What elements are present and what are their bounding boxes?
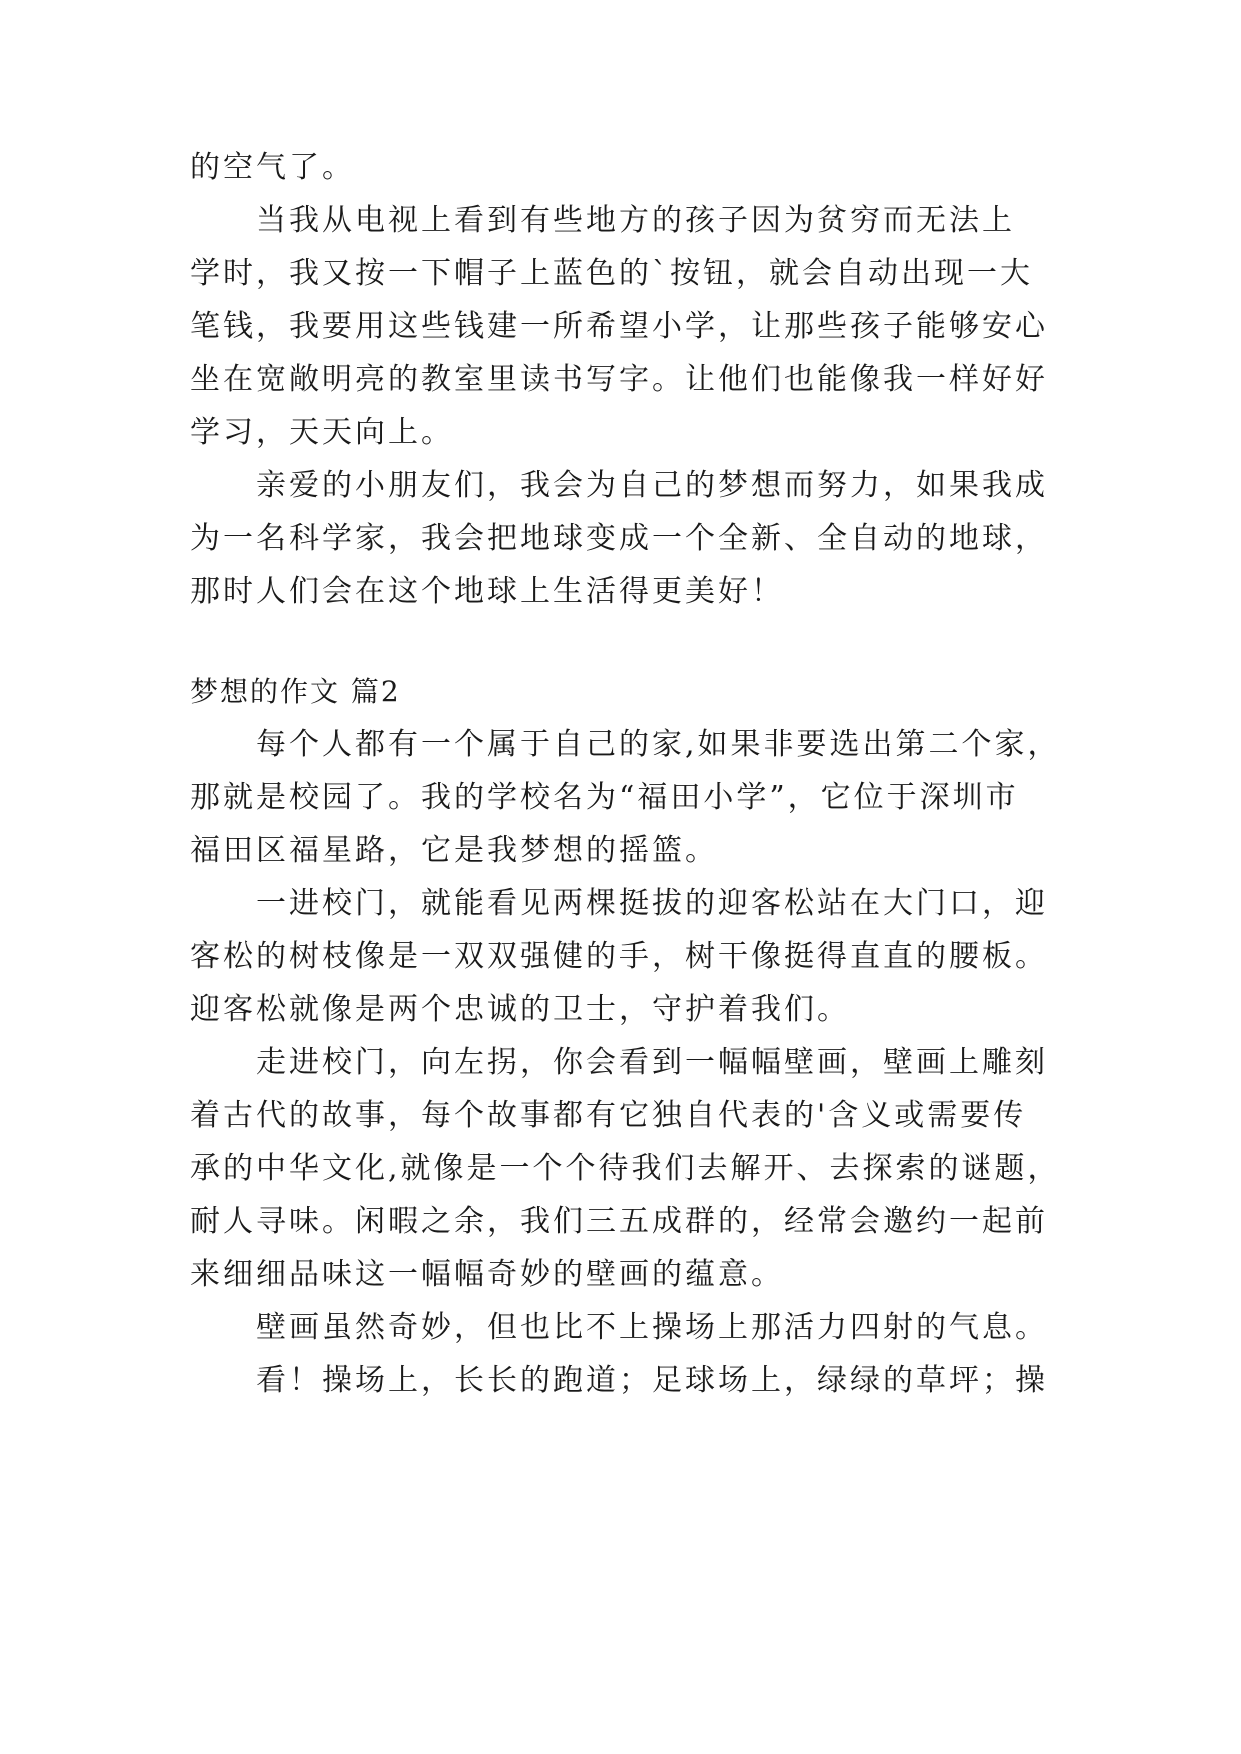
paragraph-first-line: 每个人都有一个属于自己的家,如果非要选出第二个家， (256, 727, 1061, 762)
text-line: 的空气了。 (190, 150, 355, 185)
text-line: 承的中华文化,就像是一个个待我们去解开、去探索的谜题， (190, 1151, 1061, 1186)
text-line: 着古代的故事，每个故事都有它独自代表的'含义或需要传 (190, 1098, 1027, 1133)
paragraph-first-line: 看！操场上，长长的跑道；足球场上，绿绿的草坪；操 (256, 1363, 1048, 1398)
text-line: 学时，我又按一下帽子上蓝色的`按钮，就会自动出现一大 (190, 256, 1033, 291)
paragraph-first-line: 走进校门，向左拐，你会看到一幅幅壁画，壁画上雕刻 (256, 1045, 1048, 1080)
paragraph-first-line: 一进校门，就能看见两棵挺拔的迎客松站在大门口，迎 (256, 886, 1048, 921)
paragraph-first-line: 当我从电视上看到有些地方的孩子因为贫穷而无法上 (256, 203, 1015, 238)
paragraph-first-line: 亲爱的小朋友们，我会为自己的梦想而努力，如果我成 (256, 468, 1048, 503)
paragraph-first-line: 壁画虽然奇妙，但也比不上操场上那活力四射的气息。 (256, 1310, 1048, 1345)
text-line: 那时人们会在这个地球上生活得更美好！ (190, 574, 784, 609)
text-line: 学习，天天向上。 (190, 415, 454, 450)
text-line: 客松的树枝像是一双双强健的手，树干像挺得直直的腰板。 (190, 939, 1048, 974)
text-line: 迎客松就像是两个忠诚的卫士，守护着我们。 (190, 992, 850, 1027)
text-line: 来细细品味这一幅幅奇妙的壁画的蕴意。 (190, 1257, 784, 1292)
text-line: 坐在宽敞明亮的教室里读书写字。让他们也能像我一样好好 (190, 362, 1048, 397)
text-line: 为一名科学家，我会把地球变成一个全新、全自动的地球， (190, 521, 1048, 556)
text-line: 笔钱，我要用这些钱建一所希望小学，让那些孩子能够安心 (190, 309, 1048, 344)
text-line: 福田区福星路，它是我梦想的摇篮。 (190, 833, 718, 868)
text-line: 那就是校园了。我的学校名为“福田小学”，它位于深圳市 (190, 780, 1019, 815)
text-line: 耐人寻味。闲暇之余，我们三五成群的，经常会邀约一起前 (190, 1204, 1048, 1239)
section-heading: 梦想的作文 篇2 (190, 675, 401, 708)
